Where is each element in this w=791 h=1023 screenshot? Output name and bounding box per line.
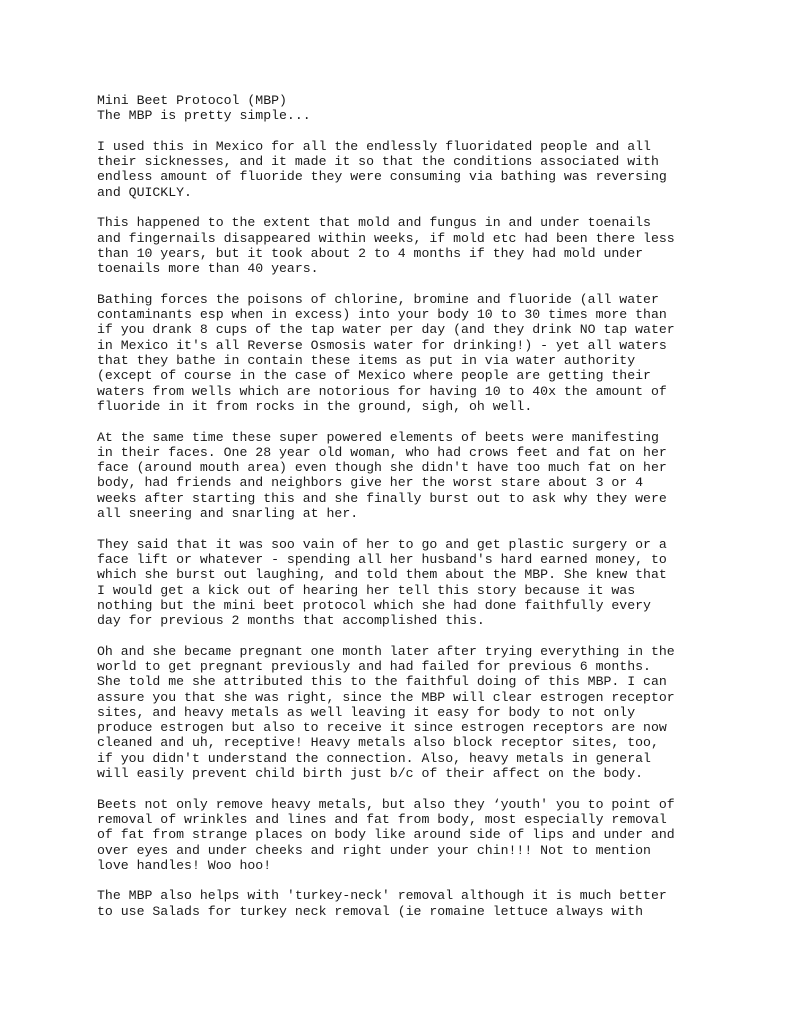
paragraph-line: if you didn't understand the connection. Also, heavy metals in general: [97, 750, 651, 766]
paragraph-line: which she burst out laughing, and told them about the MBP. She knew that: [97, 567, 667, 583]
paragraph-line: that they bathe in contain these items as put in via water authority: [97, 353, 636, 369]
paragraph-line: their sicknesses, and it made it so that the conditions associated with: [97, 154, 659, 170]
paragraph-line: toenails more than 40 years.: [97, 261, 319, 277]
paragraph-line: to use Salads for turkey neck removal (ie romaine lettuce always with: [97, 903, 644, 919]
paragraph-gap: [97, 414, 737, 429]
paragraph: [97, 292, 737, 414]
paragraph-line: fluoride in it from rocks in the ground, sigh, oh well.: [97, 398, 533, 414]
paragraph-gap: [97, 124, 737, 139]
paragraph: [97, 537, 737, 629]
paragraph-line: love handles! Woo hoo!: [97, 857, 272, 873]
document-title: Mini Beet Protocol (MBP): [97, 93, 287, 108]
paragraph-gap: [97, 873, 737, 888]
paragraph-line: world to get pregnant previously and had failed for previous 6 months.: [97, 658, 651, 674]
paragraph-line: (except of course in the case of Mexico where people are getting their: [97, 368, 651, 384]
paragraph-line: of fat from strange places on body like around side of lips and under and: [97, 827, 675, 843]
paragraph-line: body, had friends and neighbors give her the worst stare about 3 or 4: [97, 475, 644, 491]
paragraph-line: in Mexico it's all Reverse Osmosis water for drinking!) - yet all waters: [97, 337, 667, 353]
paragraph-line: This happened to the extent that mold and fungus in and under toenails: [97, 215, 651, 231]
paragraph-line: and fingernails disappeared within weeks, if mold etc had been there less: [97, 230, 675, 246]
paragraph: [97, 644, 737, 782]
paragraph-line: than 10 years, but it took about 2 to 4 months if they had mold under: [97, 245, 644, 261]
paragraph-gap: [97, 277, 737, 292]
paragraph-line: cleaned and uh, receptive! Heavy metals also block receptor sites, too,: [97, 735, 659, 751]
paragraph-line: The MBP also helps with 'turkey-neck' removal although it is much better: [97, 888, 667, 904]
paragraph-line: day for previous 2 months that accomplished this.: [97, 613, 485, 629]
paragraph-gap: [97, 781, 737, 796]
paragraph-line: assure you that she was right, since the MBP will clear estrogen receptor: [97, 689, 675, 705]
paragraph: [97, 215, 737, 276]
paragraph-line: produce estrogen but also to receive it since estrogen receptors are now: [97, 720, 667, 736]
document-subtitle: The MBP is pretty simple...: [97, 108, 311, 124]
paragraph-gap: [97, 521, 737, 536]
paragraph-gap: [97, 200, 737, 215]
paragraph-line: At the same time these super powered elements of beets were manifesting: [97, 429, 659, 445]
paragraph-line: in their faces. One 28 year old woman, who had crows feet and fat on her: [97, 444, 667, 460]
paragraph-line: nothing but the mini beet protocol which she had done faithfully every: [97, 597, 651, 613]
paragraph-line: face lift or whatever - spending all her husband's hard earned money, to: [97, 551, 667, 567]
paragraph: [97, 797, 737, 873]
paragraph: [97, 139, 737, 200]
paragraph-line: They said that it was soo vain of her to go and get plastic surgery or a: [97, 536, 667, 552]
paragraph-line: will easily prevent child birth just b/c of their affect on the body.: [97, 766, 644, 782]
paragraph-line: waters from wells which are notorious for having 10 to 40x the amount of: [97, 383, 667, 399]
document-body: [97, 93, 737, 919]
paragraph-line: I used this in Mexico for all the endlessly fluoridated people and all: [97, 138, 651, 154]
paragraph-line: weeks after starting this and she finally burst out to ask why they were: [97, 490, 667, 506]
paragraph-line: endless amount of fluoride they were consuming via bathing was reversing: [97, 169, 667, 185]
paragraph-line: contaminants esp when in excess) into your body 10 to 30 times more than: [97, 307, 667, 323]
paragraph-line: Oh and she became pregnant one month later after trying everything in the: [97, 643, 675, 659]
paragraph-line: removal of wrinkles and lines and fat from body, most especially removal: [97, 811, 667, 827]
paragraph-line: if you drank 8 cups of the tap water per day (and they drink NO tap water: [97, 322, 675, 338]
paragraph-line: face (around mouth area) even though she didn't have too much fat on her: [97, 460, 667, 476]
paragraph-gap: [97, 628, 737, 643]
paragraph: [97, 888, 737, 919]
paragraph: [97, 430, 737, 522]
paragraph-list: [97, 139, 737, 919]
paragraph-line: She told me she attributed this to the faithful doing of this MBP. I can: [97, 674, 667, 690]
paragraph-line: I would get a kick out of hearing her tell this story because it was: [97, 582, 636, 598]
paragraph-line: over eyes and under cheeks and right under your chin!!! Not to mention: [97, 842, 651, 858]
paragraph-line: Beets not only remove heavy metals, but also they ‘youth' you to point of: [97, 796, 675, 812]
paragraph-line: sites, and heavy metals as well leaving it easy for body to not only: [97, 704, 636, 720]
paragraph-line: Bathing forces the poisons of chlorine, bromine and fluoride (all water: [97, 291, 659, 307]
paragraph-line: and QUICKLY.: [97, 184, 192, 200]
paragraph-line: all sneering and snarling at her.: [97, 506, 359, 522]
